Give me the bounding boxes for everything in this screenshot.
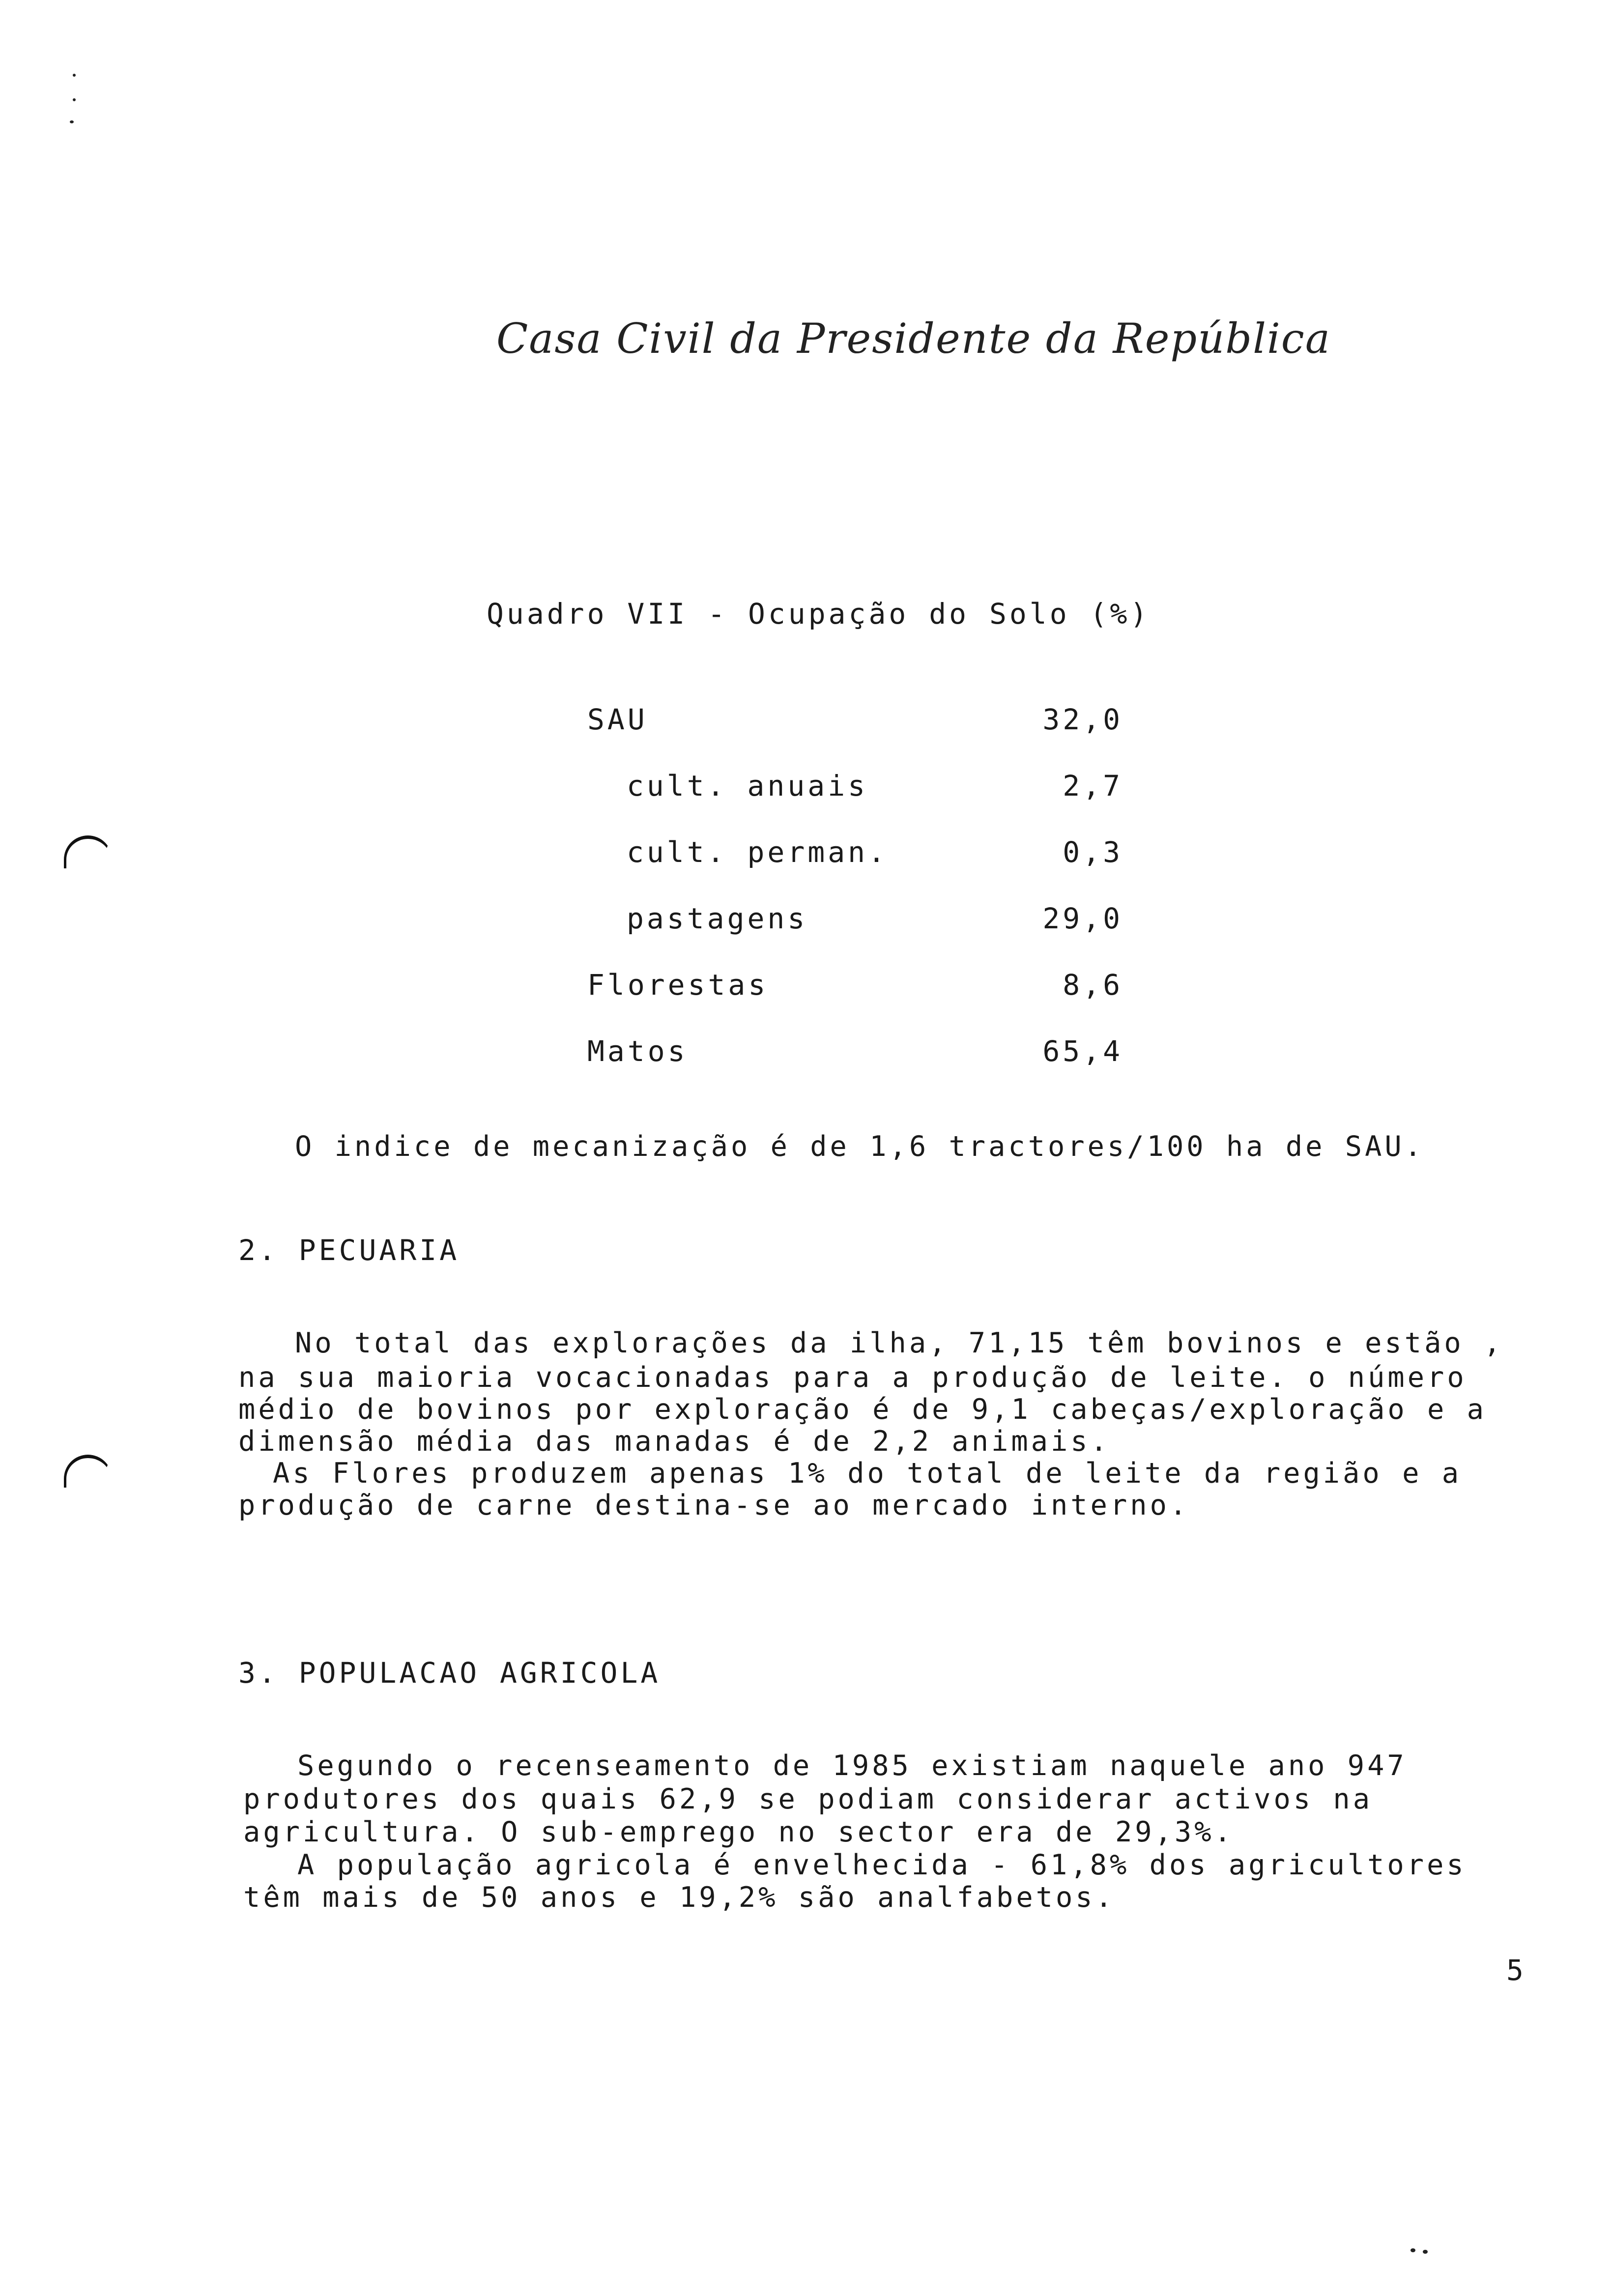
- paragraph-line: dimensão média das manadas é de 2,2 animais.: [238, 1425, 1110, 1458]
- row-label: SAU: [587, 703, 648, 736]
- table-title: Quadro VII - Ocupação do Solo (%): [487, 597, 1151, 631]
- paragraph-line: agricultura. O sub-emprego no sector era de 29,3%.: [243, 1816, 1234, 1848]
- paragraph-line: No total das explorações da ilha, 71,15 têm bovinos e estão ,: [295, 1327, 1504, 1359]
- mechanization-note: O indice de mecanização é de 1,6 tractores/100 ha de SAU.: [295, 1130, 1425, 1163]
- paragraph-line: As Flores produzem apenas 1% do total de leite da região e a: [273, 1457, 1462, 1490]
- row-value: 8,6: [1063, 968, 1123, 1002]
- row-value: 29,0: [1042, 902, 1123, 935]
- paragraph-line: na sua maioria vocacionadas para a produção de leite. o número: [238, 1361, 1467, 1394]
- scan-speck: [73, 98, 76, 101]
- paragraph-line: médio de bovinos por exploração é de 9,1 cabeças/exploração e a: [238, 1393, 1487, 1426]
- scan-speck: [1423, 2250, 1428, 2254]
- paragraph-line: A população agricola é envelhecida - 61,8% dos agricultores: [297, 1849, 1467, 1881]
- letterhead: Casa Civil da Presidente da República: [496, 315, 1331, 363]
- binder-hole-mark: [64, 835, 112, 868]
- section-heading-populacao: 3. POPULACAO AGRICOLA: [238, 1656, 661, 1690]
- page-number: 5: [1506, 1953, 1524, 1987]
- row-value: 65,4: [1042, 1034, 1123, 1068]
- paragraph-line: produtores dos quais 62,9 se podiam considerar activos na: [243, 1783, 1373, 1815]
- row-value: 32,0: [1042, 703, 1123, 736]
- row-label: pastagens: [627, 902, 808, 935]
- paragraph-line: Segundo o recenseamento de 1985 existiam naquele ano 947: [297, 1750, 1407, 1782]
- row-value: 0,3: [1063, 835, 1123, 869]
- section-heading-pecuaria: 2. PECUARIA: [238, 1234, 460, 1267]
- paragraph-line: produção de carne destina-se ao mercado interno.: [238, 1489, 1190, 1521]
- row-label: cult. anuais: [627, 769, 868, 803]
- binder-hole-mark: [64, 1455, 112, 1488]
- scan-speck: [1410, 2248, 1415, 2252]
- row-label: cult. perman.: [627, 835, 888, 869]
- row-label: Florestas: [587, 968, 769, 1002]
- scan-speck: [73, 74, 76, 77]
- paragraph-line: têm mais de 50 anos e 19,2% são analfabetos.: [243, 1881, 1115, 1914]
- scan-speck: [70, 120, 74, 123]
- row-value: 2,7: [1063, 769, 1123, 803]
- row-label: Matos: [587, 1034, 688, 1068]
